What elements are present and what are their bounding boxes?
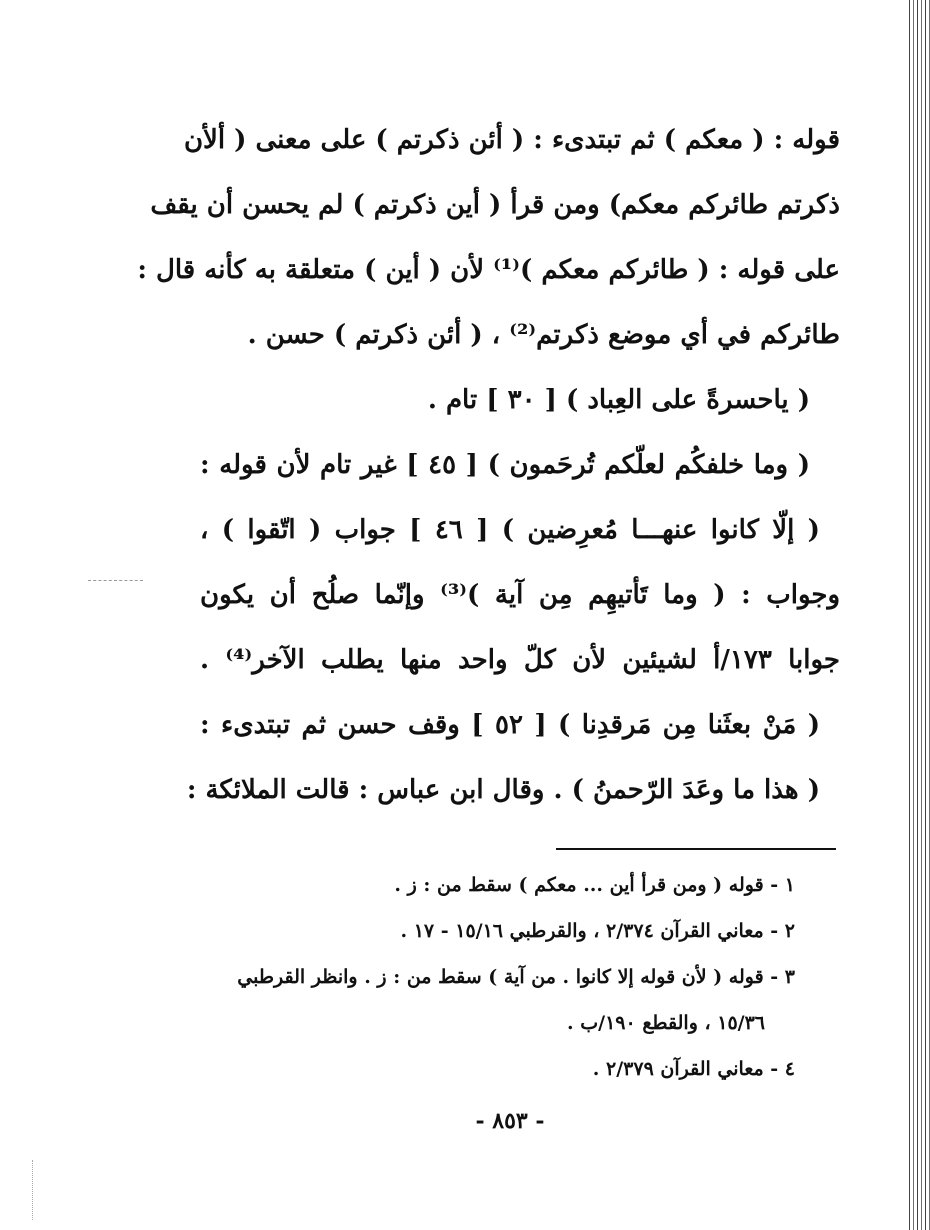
footnotes	[200, 862, 795, 1092]
text-line: طائركم في أي موضع ذكرتم⁽²⁾ ، ( أئن ذكرتم ) حسن .	[247, 320, 840, 350]
text-line: ( هذا ما وعَدَ الرّحمنُ ) . وقال ابن عباس : قالت الملائكة :	[186, 775, 820, 805]
text-line: ( مَنْ بعثَنا مِن مَرقدِنا ) [ ٥٢ ] وقف حسن ثم تبتدىء :	[200, 710, 820, 740]
footnote-continuation: ١٥/٣٦ ، والقطع ١٩٠/ب .	[567, 1012, 765, 1034]
page-number: - ٨٥٣ -	[475, 1108, 545, 1134]
text-line: ( ياحسرةً على العِباد ) [ ٣٠ ] تام .	[427, 385, 810, 415]
text-line: قوله : ( معكم ) ثم تبتدىء : ( أئن ذكرتم ) على معنى ( ألأن	[183, 125, 840, 155]
footnote: ٤ - معاني القرآن ٢/٣٧٩ .	[592, 1058, 795, 1080]
footnote-separator	[556, 848, 836, 850]
text-line: وجواب : ( وما تَأتيهِم مِن آية )⁽³⁾ وإنّما صلُح أن يكون	[200, 580, 840, 610]
text-line: على قوله : ( طائركم معكم )⁽¹⁾ لأن ( أين ) متعلقة به كأنه قال :	[137, 255, 840, 285]
text-line: ذكرتم طائركم معكم) ومن قرأ ( أين ذكرتم ) لم يحسن أن يقف	[150, 190, 840, 220]
main-text	[137, 108, 840, 823]
text-line: جوابا ١٧٣/أ لشيئين لأن كلّ واحد منها يطلب الآخر⁽⁴⁾ .	[200, 645, 840, 675]
scan-mark	[88, 580, 143, 582]
text-line: ( إلّا كانوا عنهـــا مُعرِضين ) [ ٤٦ ] جواب ( اتّقوا ) ،	[200, 515, 820, 545]
text-line: ( وما خلفكُم لعلّكم تُرحَمون ) [ ٤٥ ] غير تام لأن قوله :	[200, 450, 810, 480]
scan-edge	[906, 0, 930, 1230]
footnote: ٢ - معاني القرآن ٢/٣٧٤ ، والقرطبي ١٥/١٦ - ١٧ .	[400, 920, 795, 942]
scan-rule	[32, 1160, 34, 1220]
footnote: ١ - قوله ( ومن قرأ أين ... معكم ) سقط من : ز .	[394, 874, 795, 896]
footnote: ٣ - قوله ( لأن قوله إلا كانوا . من آية ) سقط من : ز . وانظر القرطبي	[237, 966, 795, 988]
